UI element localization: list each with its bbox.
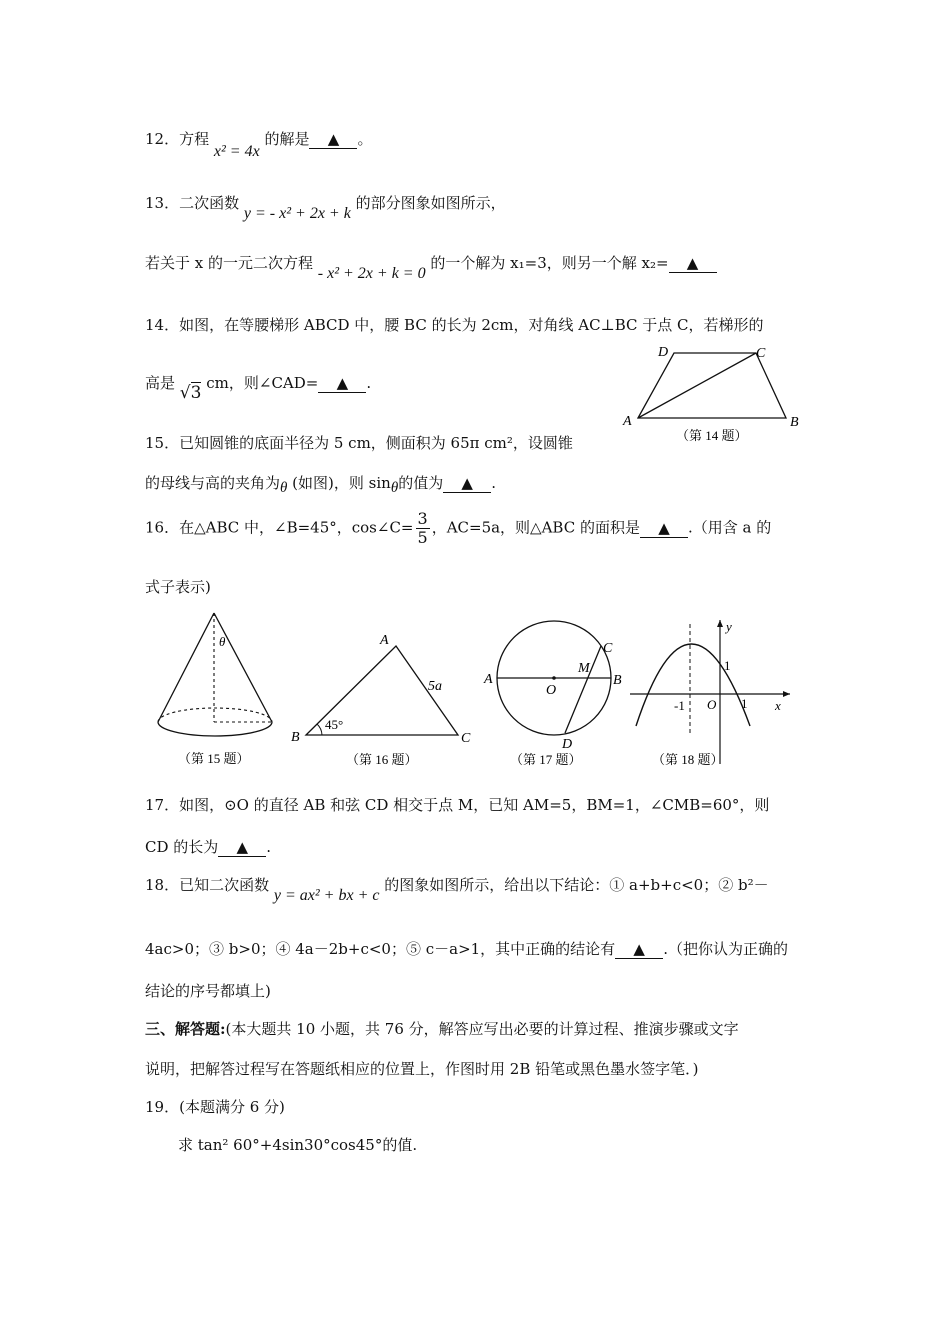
label-m: M [578, 661, 590, 676]
trapezoid-abcd [638, 353, 786, 418]
label-a: A [484, 672, 493, 687]
q19-body: 求 tan² 60°+4sin30°cos45°的值. [178, 1136, 418, 1154]
q12-answer-blank[interactable]: ▲ [309, 130, 357, 149]
section3-text1: (本大题共 10 小题，共 76 分，解答应写出必要的计算过程、推演步骤或文字 [225, 1020, 739, 1038]
q12-text-post: 的解是 [264, 130, 310, 148]
q18-line2 [145, 938, 788, 959]
y-one-label: 1 [724, 658, 731, 673]
q17-line1: 17．如图，⊙O 的直径 AB 和弦 CD 相交于点 M，已知 AM=5，BM=1，∠CMB=60°，则 [145, 796, 770, 814]
x-one-label: 1 [741, 696, 748, 711]
cone-right-edge [214, 613, 272, 722]
q15-theta: θ [280, 480, 288, 496]
angle-label: 45° [325, 717, 344, 732]
section3-title: 三、解答题: [145, 1020, 226, 1038]
q16-fraction [416, 510, 430, 547]
section3-line1 [145, 1018, 739, 1039]
q18-line3: 结论的序号都填上) [145, 982, 271, 1000]
q13-line2-post: 的一个解为 x₁=3，则另一个解 x₂= [430, 254, 669, 272]
label-d: D [562, 737, 573, 752]
label-b: B [613, 673, 622, 688]
figure-18 [630, 614, 795, 774]
figure-17 [480, 614, 630, 774]
center-dot [552, 676, 556, 680]
q14-sqrt: √3 [179, 383, 202, 403]
q19-head: 19．(本题满分 6 分) [145, 1098, 285, 1116]
q17-answer-blank[interactable]: ▲ [218, 838, 266, 857]
label-c: C [756, 346, 766, 361]
figure-14 [618, 340, 818, 450]
q12-end: 。 [357, 130, 373, 148]
origin-label: O [707, 697, 717, 712]
q16-frac-num: 3 [417, 509, 428, 528]
q15-line1: 15．已知圆锥的底面半径为 5 cm，侧面积为 65π cm²，设圆锥 [145, 434, 573, 452]
figure-16-caption: （第 16 题） [346, 752, 418, 767]
label-b: B [291, 730, 300, 745]
q17-line2 [145, 836, 271, 857]
q18-answer-blank[interactable]: ▲ [615, 940, 663, 959]
angle-b-arc [317, 724, 322, 735]
q14-line2-pre: 高是 [145, 374, 176, 392]
q16-line2: 式子表示) [145, 578, 211, 596]
q13-text-post: 的部分图象如图所示， [355, 194, 506, 212]
q16-line1 [145, 510, 771, 547]
x-neg-one-label: -1 [674, 698, 685, 713]
q15-line2-mid: (如图)，则 sin [292, 474, 391, 492]
label-d: D [658, 345, 669, 360]
figure-17-caption: （第 17 题） [510, 752, 582, 767]
y-label: y [726, 619, 732, 634]
q18-text-post: 的图象如图所示，给出以下结论：① a+b+c<0；② b²－ [384, 876, 769, 894]
q12-number: 12． [145, 130, 180, 148]
side-label: 5a [428, 679, 442, 694]
q14-line1: 14．如图，在等腰梯形 ABCD 中，腰 BC 的长为 2cm，对角线 AC⊥BC 于点 C，若梯形的 [145, 316, 764, 334]
q14-line2-post: cm，则∠CAD= [206, 374, 319, 392]
figure-15 [150, 608, 280, 773]
q18-line2-post: .（把你认为正确的 [663, 940, 788, 958]
q18-text-pre: 18．已知二次函数 [145, 876, 270, 894]
q13-text-pre: 二次函数 [179, 194, 240, 212]
q13-line1 [145, 192, 506, 222]
y-axis-arrow [717, 620, 723, 627]
q18-line1 [145, 874, 769, 904]
q15-line2-post: 的值为 [398, 474, 444, 492]
q14-line2 [145, 372, 372, 403]
q16-frac-den: 5 [417, 528, 428, 547]
section3-line2: 说明，把解答过程写在答题纸相应的位置上，作图时用 2B 铅笔或黑色墨水签字笔．) [145, 1060, 699, 1078]
q14-end: . [366, 374, 372, 392]
label-c: C [461, 731, 471, 746]
q14-sqrt-value: 3 [190, 383, 202, 403]
label-o: O [546, 683, 557, 698]
label-c: C [603, 641, 613, 656]
q13-equation: y = - x² + 2x + k [243, 205, 351, 222]
chord-cd [565, 646, 601, 733]
q13-answer-blank[interactable]: ▲ [669, 254, 717, 273]
figure-14-caption: （第 14 题） [676, 428, 748, 443]
q15-end: . [491, 474, 496, 492]
q17-line2-pre: CD 的长为 [145, 838, 219, 856]
q17-end: . [266, 838, 272, 856]
q12-line [145, 128, 373, 160]
cone-base-back [158, 708, 272, 722]
q14-answer-blank[interactable]: ▲ [318, 374, 366, 393]
label-b: B [790, 415, 799, 430]
q18-equation: y = ax² + bx + c [273, 887, 380, 904]
q15-line2-pre: 的母线与高的夹角为 [145, 474, 281, 492]
q15-answer-blank[interactable]: ▲ [443, 474, 491, 493]
label-a: A [380, 633, 389, 648]
q12-text-pre: 方程 [179, 130, 210, 148]
q16-text-post2: .（用含 a 的 [687, 518, 772, 537]
q15-theta-2: θ [390, 480, 399, 496]
parabola [636, 644, 750, 726]
cone-base-front [158, 722, 272, 736]
q16-text-post: ，AC=5a，则△ABC 的面积是 [431, 518, 640, 537]
q16-answer-blank[interactable]: ▲ [640, 519, 688, 538]
q15-line2 [145, 472, 496, 496]
cone-theta-label: θ [219, 634, 226, 649]
cone-left-edge [158, 613, 214, 722]
q13-line2-pre: 若关于 x 的一元二次方程 [145, 254, 313, 272]
q13-line2 [145, 252, 717, 282]
figure-16 [288, 628, 478, 773]
figure-15-caption: （第 15 题） [178, 751, 250, 766]
q18-line2-pre: 4ac>0；③ b>0；④ 4a－2b+c<0；⑤ c－a>1，其中正确的结论有 [145, 940, 616, 958]
x-label: x [775, 698, 781, 713]
q13-number: 13． [145, 194, 180, 212]
x-axis-arrow [783, 691, 790, 697]
figure-18-caption: （第 18 题） [652, 752, 724, 767]
q13-line2-equation: - x² + 2x + k = 0 [317, 265, 426, 282]
q16-text-pre: 16．在△ABC 中，∠B=45°，cos∠C= [145, 518, 414, 537]
q12-equation: x² = 4x [213, 143, 260, 160]
label-a: A [623, 414, 632, 429]
